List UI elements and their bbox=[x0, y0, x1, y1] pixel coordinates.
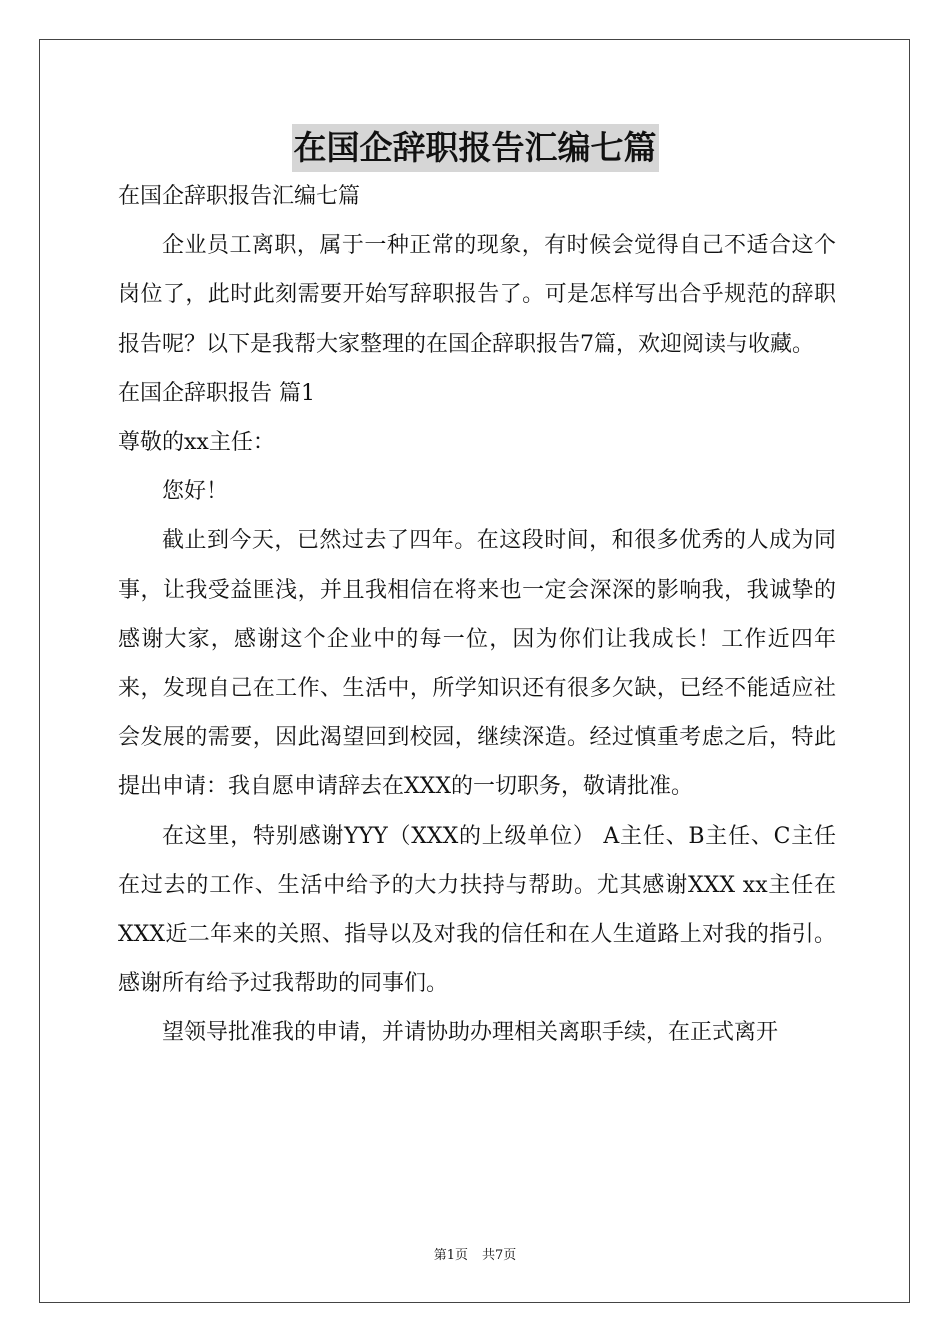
page-number: 第1页 bbox=[433, 1248, 468, 1263]
salutation: 尊敬的xx主任： bbox=[118, 430, 275, 456]
page-footer bbox=[0, 1247, 950, 1265]
body-paragraph: 在这里，特别感谢YYY（XXX的上级单位） A主任、B主任、C主任在过去的工作、生活中给予的大力扶持与帮助。尤其感谢XXX xx主任在XXX近二年来的关照、指导以及对我的信任和在人生道路上对我的指引。感谢所有给予过我帮助的同事们。 bbox=[118, 823, 836, 997]
section-heading: 在国企辞职报告 篇1 bbox=[118, 380, 315, 406]
greeting: 您好！ bbox=[162, 479, 229, 505]
body-paragraph: 截止到今天，已然过去了四年。在这段时间，和很多优秀的人成为同事，让我受益匪浅，并且我相信在将来也一定会深深的影响我，我诚挚的感谢大家，感谢这个企业中的每一位，因为你们让我成长！工作近四年来，发现自己在工作、生活中，所学知识还有很多欠缺，已经不能适应社会发展的需要，因此渴望回到校园，继续深造。经过慎重考虑之后，特此提出申请：我自愿申请辞去在XXX的一切职务，敬请批准。 bbox=[118, 528, 836, 800]
document-subtitle: 在国企辞职报告汇编七篇 bbox=[118, 184, 361, 209]
intro-paragraph: 企业员工离职，属于一种正常的现象，有时候会觉得自己不适合这个岗位了，此时此刻需要开始写辞职报告了。可是怎样写出合乎规范的辞职报告呢？以下是我帮大家整理的在国企辞职报告7篇，欢迎阅读与收藏。 bbox=[118, 233, 836, 357]
document-body bbox=[118, 172, 836, 1058]
document-title: 在国企辞职报告汇编七篇 bbox=[292, 124, 659, 172]
title-container bbox=[0, 124, 950, 172]
page-total: 共7页 bbox=[482, 1248, 517, 1263]
body-paragraph: 望领导批准我的申请，并请协助办理相关离职手续，在正式离开 bbox=[162, 1020, 779, 1046]
